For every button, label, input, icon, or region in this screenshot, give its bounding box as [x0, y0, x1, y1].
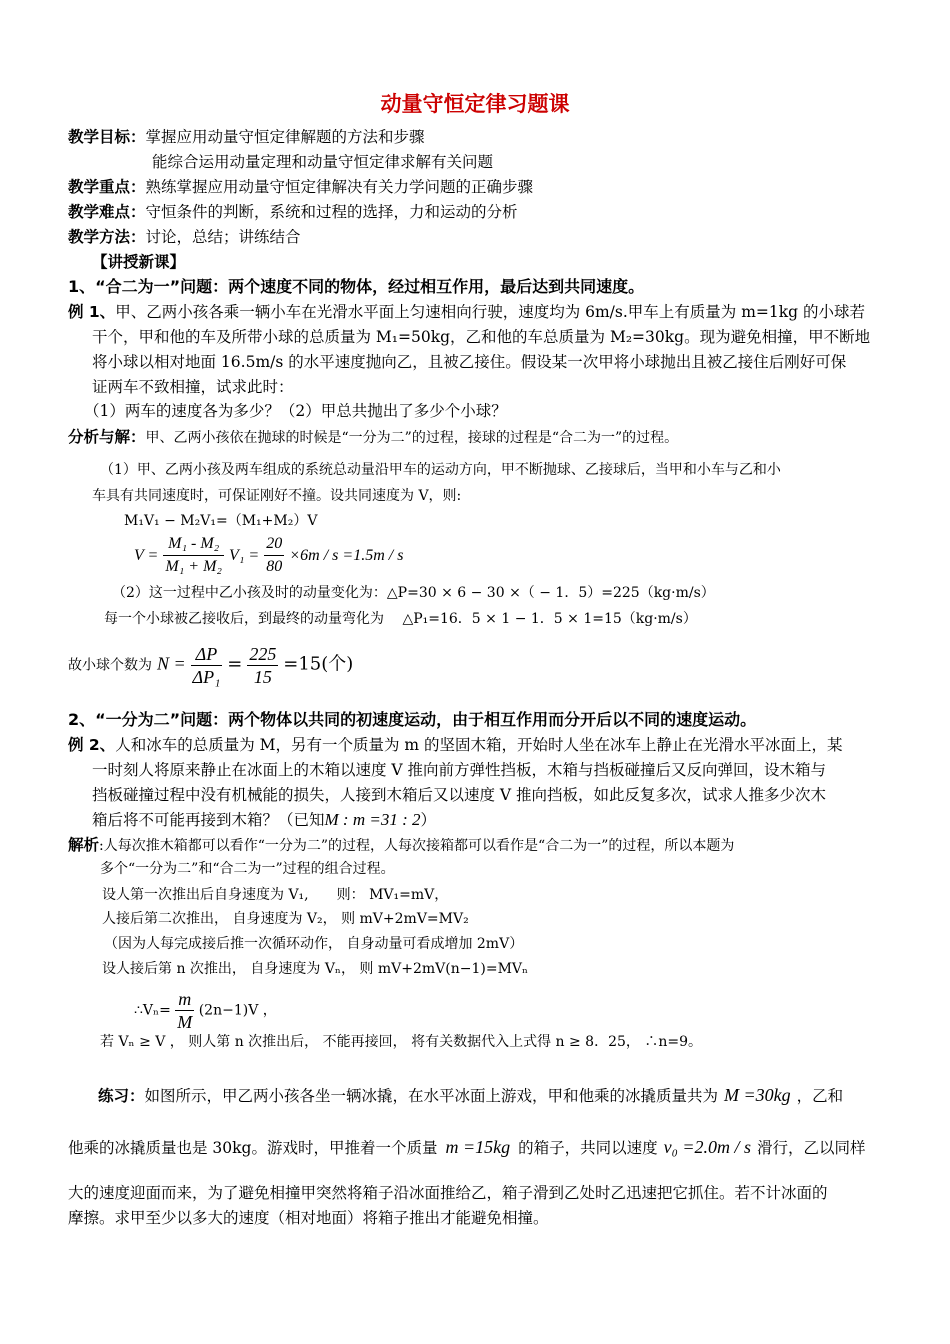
- ball-count-num: ΔP: [191, 643, 223, 666]
- ball-count-lhs: N =: [156, 653, 186, 674]
- practice-text-1b: ，乙和: [796, 1087, 844, 1105]
- example-1-text-1: 甲、乙两小孩各乘一辆小车在光滑水平面上匀速相向行驶，速度均为 6m/s.甲车上有质量为 m=1kg 的小球若: [115, 303, 865, 321]
- objectives-line-1: [68, 126, 425, 148]
- analysis-2-text-2: 多个“一分为二”和“合二为一”过程的组合过程。: [100, 861, 395, 877]
- eq-v-fraction-2: [264, 533, 284, 578]
- analysis-2-text-1: :人每次推木箱都可以看作“一分为二”的过程，人每次接箱都可以看作是“合二为一”的过程，所以本题为: [99, 838, 735, 854]
- vn-den: M: [177, 1012, 193, 1032]
- ball-count-fraction-2: [247, 643, 278, 688]
- practice-line-2: [68, 1136, 866, 1159]
- practice-text-3: 大的速度迎面而来，为了避免相撞甲突然将箱子沿冰面推给乙，箱子滑到乙处时乙迅速把它抓住。若不计冰面的: [68, 1184, 828, 1202]
- analysis-2-conclusion: 若 Vₙ ≥ V ， 则人第 n 次推出后， 不能再接回， 将有关数据代入上式得 n ≥ 8．25， ∴n=9。: [100, 1034, 702, 1050]
- key-points-text: 熟练掌握应用动量守恒定律解决有关力学问题的正确步骤: [145, 178, 534, 196]
- practice-mass-m: m =15kg: [445, 1137, 511, 1157]
- eq-v-rhs: ×6m / s =1.5m / s: [289, 547, 404, 564]
- practice-label: 练习：: [98, 1087, 145, 1105]
- example-2-text-4: [92, 809, 436, 831]
- practice-velocity: v₀ =2.0m / s: [663, 1137, 752, 1157]
- ball-count-fraction: [191, 643, 223, 688]
- practice-line-1: [98, 1084, 843, 1107]
- practice-text-1a: 如图所示，甲乙两小孩各坐一辆冰撬，在水平冰面上游戏，甲和他乘的冰撬质量共为: [144, 1087, 719, 1105]
- analysis-2-text-6: 设人接后第 n 次推出， 自身速度为 Vₙ， 则 mV+2mV(n−1)=MVₙ: [102, 961, 529, 977]
- vn-rhs: (2n−1)V ，: [198, 1002, 277, 1019]
- analysis-1-p1b: 车具有共同速度时，可保证刚好不撞。设共同速度为 V，则:: [92, 488, 462, 504]
- analysis-1-label: 分析与解：: [68, 428, 146, 446]
- analysis-2-text-5: （因为人每完成接后推一次循环动作， 自身动量可看成增加 2mV）: [104, 936, 524, 952]
- example-2-text-2: 一时刻人将原来静止在冰面上的木箱以速度 V 推向前方弹性挡板，木箱与挡板碰撞后又反向弹回，设木箱与: [92, 761, 827, 779]
- eq-v-num: M₁ - M₂: [163, 533, 224, 556]
- vn-fraction: [175, 988, 194, 1033]
- example-1-text-2: 干个，甲和他的车及所带小球的总质量为 M₁=50kg，乙和他的车总质量为 M₂=30kg。现为避免相撞，甲不断地: [92, 328, 871, 346]
- example-1-text-3: 将小球以相对地面 16.5m/s 的水平速度抛向乙，且被乙接住。假设某一次甲将小球抛出且被乙接住后刚好可保: [92, 353, 847, 371]
- example-1-text-4: 证两车不致相撞，试求此时：: [92, 378, 294, 396]
- objectives-label: 教学目标：: [68, 128, 146, 146]
- analysis-1-line: [68, 426, 678, 449]
- difficulties-label: 教学难点：: [68, 203, 146, 221]
- methods-text: 讨论，总结；讲练结合: [145, 228, 301, 246]
- example-2-text-1: 人和冰车的总质量为 M，另有一个质量为 m 的坚固木箱，开始时人坐在冰车上静止在光滑水平冰面上，某: [115, 736, 843, 754]
- example-1-questions: （1）两车的速度各为多少？（2）甲总共抛出了多少个小球？: [84, 402, 507, 420]
- practice-text-4: 摩擦。求甲至少以多大的速度（相对地面）将箱子推出才能避免相撞。: [68, 1209, 549, 1227]
- example-2-text-4b: ）: [420, 811, 437, 829]
- example-2-text-4a: 箱后将不可能再接到木箱？（已知: [92, 811, 325, 829]
- equation-velocity: [134, 533, 403, 578]
- eq-v-fraction: [163, 533, 224, 578]
- example-1-label: 例 1、: [68, 303, 116, 321]
- example-2-label: 例 2、: [68, 736, 116, 754]
- key-points-label: 教学重点：: [68, 178, 146, 196]
- eq-v-den-2: 80: [266, 558, 283, 575]
- analysis-2-label: 解析: [68, 836, 100, 854]
- analysis-2-text-4: 人接后第二次推出， 自身速度为 V₂， 则 mV+2mV=MV₂: [102, 911, 469, 927]
- mass-ratio-math: M : m =31 : 2: [324, 810, 421, 829]
- analysis-1-p1a: （1）甲、乙两小孩及两车组成的系统总动量沿甲车的运动方向，甲不断抛球、乙接球后，当甲和小车与乙和小: [100, 462, 781, 478]
- practice-text-2c: 滑行，乙以同样: [757, 1139, 866, 1157]
- equation-vn: [134, 988, 277, 1033]
- ball-count-num-2: 225: [249, 644, 277, 664]
- key-points-line: [68, 176, 533, 198]
- eq-v-num-2: 20: [264, 533, 284, 556]
- section-1-heading: 1、“合二为一”问题：两个速度不同的物体，经过相互作用，最后达到共同速度。: [68, 277, 645, 296]
- equation-momentum: M₁V₁ − M₂V₁=（M₁+M₂）V: [124, 513, 318, 529]
- document-title: 动量守恒定律习题课: [380, 92, 570, 116]
- eq-v-lhs: V =: [134, 547, 159, 564]
- ball-count-rhs: =15(个): [283, 653, 354, 675]
- example-2-line-1: [68, 734, 843, 756]
- methods-label: 教学方法：: [68, 228, 146, 246]
- difficulties-text: 守恒条件的判断，系统和过程的选择，力和运动的分析: [145, 203, 518, 221]
- equation-ball-count: 故小球个数为 N = $\frac{\Delta P}{\text{ΔP₁}}$ = $\frac{225}{15}$ =15(个): [68, 644, 354, 687]
- analysis-1-p3: 每一个小球被乙接收后，到最终的动量弯化为 △P₁=16．5 × 1 − 1．5 × 1=15（kg·m/s）: [104, 611, 697, 627]
- eq-v-mid: V₁ =: [229, 547, 260, 564]
- new-lesson-heading: 【讲授新课】: [92, 253, 186, 271]
- ball-count-den-2: 15: [253, 667, 272, 687]
- difficulties-line: [68, 201, 518, 223]
- ball-count-den: ΔP₁: [192, 667, 221, 687]
- analysis-2-line-1: [68, 834, 734, 857]
- analysis-1-text: 甲、乙两小孩依在抛球的时候是“一分为二”的过程，接球的过程是“合二为一”的过程。: [145, 430, 679, 446]
- section-2-heading: 2、“一分为二”问题：两个物体以共同的初速度运动，由于相互作用而分开后以不同的速度运动。: [68, 710, 757, 729]
- eq-v-den: M₁ + M₂: [165, 558, 222, 575]
- methods-line: [68, 226, 301, 248]
- ball-count-label: 故小球个数为: [68, 657, 152, 674]
- example-2-text-3: 挡板碰撞过程中没有机械能的损失，人接到木箱后又以速度 V 推向挡板，如此反复多次，试求人推多少次木: [92, 786, 827, 804]
- analysis-2-text-3: 设人第一次推出后自身速度为 V₁, 则： MV₁=mV，: [102, 887, 449, 903]
- vn-lhs: ∴Vₙ=: [134, 1002, 171, 1019]
- analysis-1-p2: （2）这一过程中乙小孩及时的动量变化为：△P=30 × 6 − 30 ×（ − 1．5）=225（kg·m/s）: [112, 585, 715, 601]
- practice-text-2b: 的箱子，共同以速度: [518, 1139, 658, 1157]
- objectives-text-1: 掌握应用动量守恒定律解题的方法和步骤: [145, 128, 425, 146]
- practice-text-2a: 他乘的冰撬质量也是 30kg。游戏时，甲推着一个质量: [68, 1139, 438, 1157]
- example-1-line-1: [68, 301, 865, 323]
- objectives-text-2: 能综合运用动量定理和动量守恒定律求解有关问题: [152, 153, 494, 171]
- practice-mass-M: M =30kg: [724, 1085, 791, 1105]
- vn-num: m: [175, 988, 194, 1011]
